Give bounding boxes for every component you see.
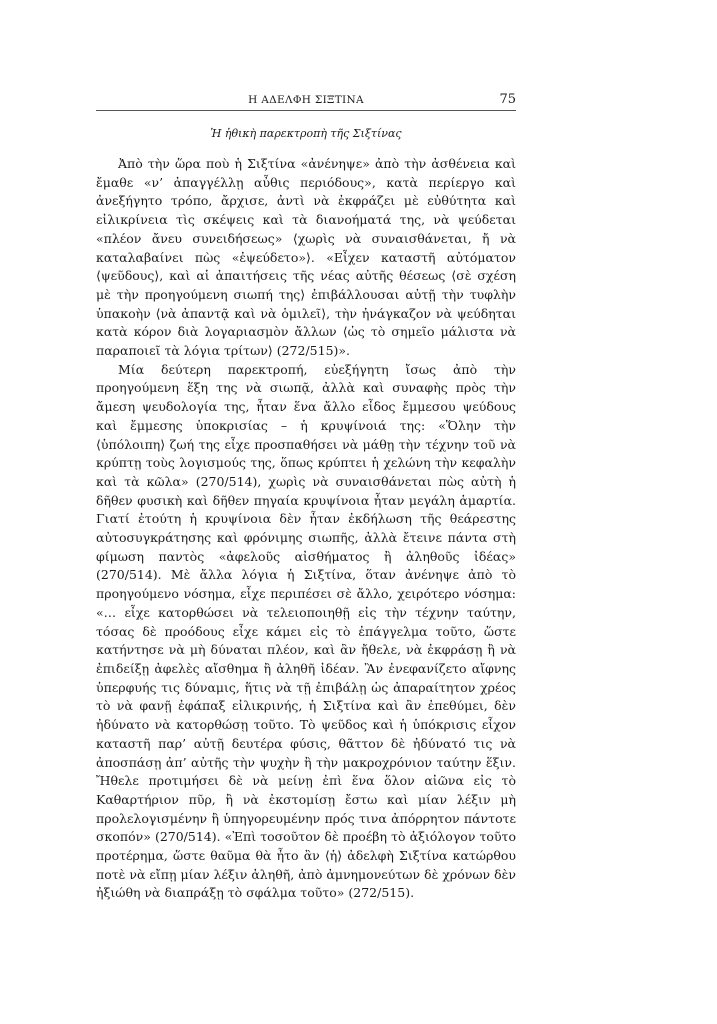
running-head: Η ΑΔΕΛΦΗ ΣΙΞΤΙΝΑ <box>248 94 364 106</box>
section-subheading: Ἡ ἠθικὴ παρεκτροπὴ τῆς Σιξτίνας <box>210 127 402 140</box>
paragraph: Μία δεύτερη παρεκτροπή, εὐεξήγητη ἴσως ἀπὸ τὴν προηγούμενη ἕξη της νὰ σιωπᾷ, ἀλλὰ καὶ συναφὴς πρὸς τὴν ἄμεση ψευδολογία της, ἦταν ἕνα ἄλλο εἶδος ἔμμεσου ψεύδους καὶ ἔμμεσης ὑποκρισίας – ἡ κρυψίνοιά της: «Ὅλην τὴν ⟨ὑπόλοιπη⟩ ζωή της εἶχε προσπαθήσει νὰ μάθῃ τὴν τέχνην τοῦ νὰ κρύπτῃ τοὺς λογισμούς της, ὅπως κρύπτει ἡ χελώνη τὴν κεφαλὴν καὶ τὰ κῶλα» (270/514), χωρὶς νὰ συναισθάνεται πὼς αὐτὴ ἡ δῆθεν φυσικὴ καὶ δῆθεν πηγαία κρυψίνοια ἦταν μεγάλη ἁμαρτία. Γιατί ἐτούτη ἡ κρυψίνοια δὲν ἦταν ἐκδήλωση τῆς θεάρεστης αὐτοσυγκράτησης καὶ φρόνιμης σιωπῆς, ἀλλὰ ἔτεινε πάντα στὴ φίμωση παντὸς «ἀφελοῦς αἰσθήματος ἢ ἀληθοῦς ἰδέας» (270/514). Μὲ ἄλλα λόγια ἡ Σιξτίνα, ὅταν ἀνένηψε ἀπὸ τὸ προηγούμενο νόσημα, εἶχε περιπέσει σὲ ἄλλο, χειρότερο νόσημα: «… εἶχε κατορθώσει νὰ τελειοποιηθῇ εἰς τὴν τέχνην ταύτην, τόσας δὲ προόδους εἶχε κάμει εἰς τὸ ἐπάγγελμα τοῦτο, ὥστε κατήντησε νὰ μὴ δύναται πλέον, καὶ ἂν ἤθελε, νὰ ἐκφράσῃ ἢ νὰ ἐπιδείξῃ ἀφελὲς αἴσθημα ἢ ἀληθῆ ἰδέαν. Ἂν ἐνεφανίζετο αἴφνης ὑπερφυής τις δύναμις, ἥτις νὰ τῇ ἐπιβάλῃ ὡς ἀπαραίτητον χρέος τὸ νὰ φανῇ ἐφάπαξ εἰλικρινής, ἡ Σιξτίνα καὶ ἂν ἐπεθύμει, δὲν ἠδύνατο νὰ κατορθώσῃ τοῦτο. Τὸ ψεῦδος καὶ ἡ ὑπόκρισις εἶχον καταστῆ παρ’ αὐτῇ δευτέρα φύσις, θᾶττον δὲ ἠδύνατό τις νὰ ἀποσπάσῃ ἀπ’ αὐτῆς τὴν ψυχὴν ἢ τὴν μακροχρόνιον ταύτην ἕξιν. Ἤθελε προτιμήσει δὲ νὰ μείνῃ ἐπὶ ἕνα ὅλον αἰῶνα εἰς τὸ Καθαρτήριον πῦρ, ἢ νὰ ἐκστομίσῃ ἔστω καὶ μίαν λέξιν μὴ προλελογισμένην ἢ ὑπηγορευμένην πρός τινα ἀπόρρητον πάντοτε σκοπόν» (270/514). «Ἐπὶ τοσοῦτον δὲ προέβη τὸ ἀξιόλογον τοῦτο προτέρημα, ὥστε θαῦμα θὰ ἦτο ἂν ⟨ἡ⟩ ἀδελφὴ Σιξτίνα κατώρθου ποτὲ νὰ εἴπῃ μίαν λέξιν ἀληθῆ, ἀπὸ ἀμνημονεύτων δὲ χρόνων δὲν ἠξιώθη νὰ διαπράξῃ τὸ σφάλμα τοῦτο» (272/515). <box>96 361 516 901</box>
header-rule <box>96 110 516 111</box>
paragraph: Ἀπὸ τὴν ὥρα ποὺ ἡ Σιξτίνα «ἀνένηψε» ἀπὸ τὴν ἀσθένεια καὶ ἔμαθε «ν’ ἀπαγγέλλῃ αὖθις περιόδους», κατὰ περίεργο καὶ ἀνεξήγητο τρόπο, ἄρχισε, ἀντὶ νὰ ἐκφράζει μὲ εὐθύτητα καὶ εἰλικρίνεια τὶς σκέψεις καὶ τὰ διανοήματά της, νὰ ψεύδεται «πλέον ἄνευ συνειδήσεως» ⟨χωρὶς νὰ συναισθάνεται, ἤ νὰ καταλαβαίνει πὼς «ἐψεύδετο»⟩. «Εἶχεν καταστῆ αὐτόματον ⟨ψεῦδους⟩, καὶ αἱ ἀπαιτήσεις τῆς νέας αὐτῆς θέσεως ⟨σὲ σχέση μὲ τὴν προηγούμενη σιωπή της⟩ ἐπιβάλλουσαι αὐτῇ τὴν τυφλὴν ὑπακοὴν ⟨νὰ ἀπαντᾷ καὶ νὰ ὁμιλεῖ⟩, τὴν ἠνάγκαζον νὰ ψεύδηται κατὰ κόρον διὰ λογαριασμὸν ἄλλων ⟨ὡς τὸ σημεῖο μάλιστα νὰ παραποιεῖ τὰ λόγια τρίτων⟩ (272/515)». <box>96 156 516 359</box>
page-number: 75 <box>499 92 516 107</box>
body-text <box>96 155 516 903</box>
